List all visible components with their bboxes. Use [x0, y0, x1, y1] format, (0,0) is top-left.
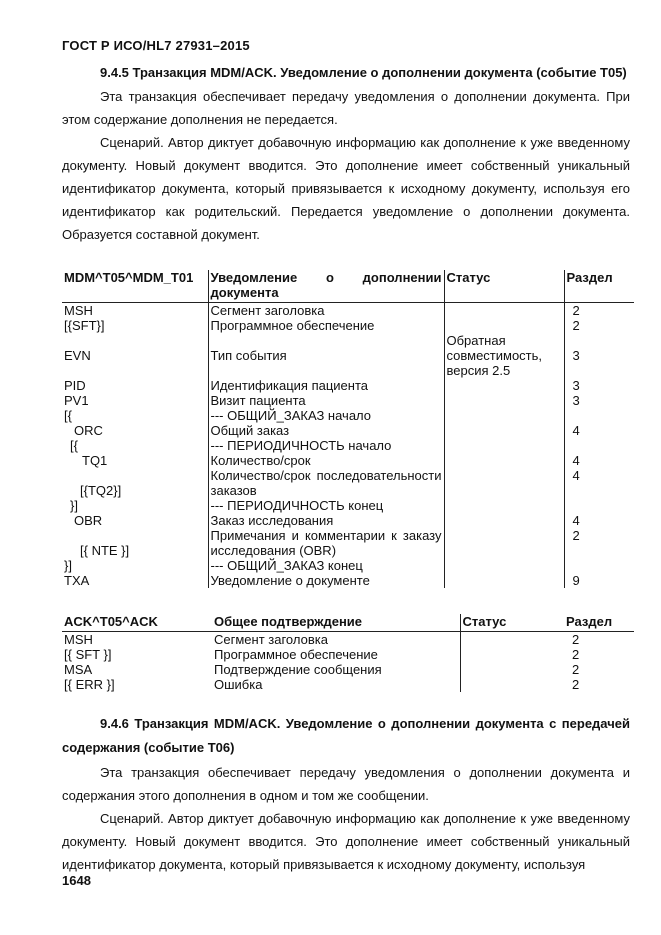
status-cell — [444, 378, 564, 393]
status-cell — [460, 632, 564, 648]
column-header: MDM^T05^MDM_T01 — [62, 270, 208, 303]
segment-cell: TQ1 — [62, 453, 208, 468]
status-cell — [460, 677, 564, 692]
page-number: 1648 — [62, 873, 91, 888]
table-row — [62, 423, 634, 438]
description-cell: Примечания и комментарии к заказу исследования (OBR) — [208, 528, 444, 558]
segment-cell: MSH — [64, 632, 93, 647]
description-cell: Ошибка — [214, 677, 263, 692]
table-row — [62, 318, 634, 333]
table-row — [62, 573, 634, 588]
segment-cell: }] — [62, 498, 208, 513]
section-heading: 9.4.6 Транзакция MDM/ACK. Уведомление о дополнении документа с передачей содержания (событие T06) — [62, 716, 630, 755]
description-cell: Программное обеспечение — [214, 647, 378, 662]
table-row — [62, 453, 634, 468]
column-header: Раздел — [564, 614, 634, 632]
section-cell: 2 — [572, 318, 580, 333]
segment-cell: [{ ERR }] — [64, 677, 115, 692]
description-cell: Подтверждение сообщения — [214, 662, 382, 677]
description-cell: Идентификация пациента — [208, 378, 444, 393]
table-row — [62, 333, 634, 378]
section-cell: 9 — [572, 573, 580, 588]
status-cell — [444, 468, 564, 498]
status-cell: Обратная совместимость, версия 2.5 — [444, 333, 564, 378]
segment-cell: [{TQ2}] — [62, 468, 208, 498]
description-cell: --- ПЕРИОДИЧНОСТЬ начало — [208, 438, 444, 453]
table-row — [62, 647, 634, 662]
segment-cell: PID — [62, 378, 208, 393]
document-header: ГОСТ Р ИСО/HL7 27931–2015 — [62, 38, 250, 53]
table-row — [62, 498, 634, 513]
segment-cell: EVN — [62, 333, 208, 378]
status-cell — [460, 662, 564, 677]
table-row — [62, 662, 634, 677]
segment-cell: }] — [62, 558, 208, 573]
description-cell: Сегмент заголовка — [208, 303, 444, 319]
description-cell: Уведомление о документе — [208, 573, 444, 588]
column-header: ACK^T05^ACK — [62, 614, 212, 632]
section-cell: 4 — [572, 468, 580, 483]
segment-cell: [{ NTE }] — [62, 528, 208, 558]
section-cell: 4 — [572, 453, 580, 468]
table-header-row — [62, 614, 634, 632]
section-heading: 9.4.5 Транзакция MDM/ACK. Уведомление о дополнении документа (событие T05) — [100, 65, 627, 80]
status-cell — [444, 558, 564, 573]
status-cell — [444, 408, 564, 423]
status-cell — [444, 513, 564, 528]
description-cell: Сегмент заголовка — [214, 632, 328, 647]
section-cell: 2 — [572, 632, 580, 647]
status-cell — [444, 393, 564, 408]
table-row — [62, 632, 634, 648]
segment-cell: [{ SFT }] — [64, 647, 112, 662]
status-cell — [444, 438, 564, 453]
table-row — [62, 558, 634, 573]
table-header-row — [62, 270, 634, 303]
description-cell: Визит пациента — [208, 393, 444, 408]
description-cell: Заказ исследования — [208, 513, 444, 528]
status-cell — [444, 498, 564, 513]
column-header: Статус — [444, 270, 564, 303]
section-cell: 2 — [572, 662, 580, 677]
paragraph: Сценарий. Автор диктует добавочную информацию как дополнение к уже введенному документу. Новый документ вводится. Это дополнение имеет собственный уникальный идентификатор документа, который привязывается к исходному документу, используя его идентификатор как родительский. Передается уведомление о дополнении документа. Образуется составной документ. — [62, 135, 630, 242]
segment-cell: MSA — [64, 662, 93, 677]
ack-t05-message-table — [62, 614, 634, 692]
column-header: Раздел — [564, 270, 634, 303]
column-header: Общее подтверждение — [212, 614, 460, 632]
table-row — [62, 303, 634, 319]
paragraph: Сценарий. Автор диктует добавочную информацию как дополнение к уже введенному документу. Новый документ вводится. Это дополнение имеет собственный уникальный идентификатор документа, который привязывается к исходному документу, используя — [62, 811, 630, 872]
status-cell — [444, 528, 564, 558]
column-header: Уведомление о дополнении документа — [208, 270, 444, 303]
table-row — [62, 438, 634, 453]
status-cell — [460, 647, 564, 662]
description-cell: Количество/срок — [208, 453, 444, 468]
description-cell: --- ПЕРИОДИЧНОСТЬ конец — [208, 498, 444, 513]
description-cell: Общий заказ — [208, 423, 444, 438]
table-row — [62, 513, 634, 528]
table-row — [62, 393, 634, 408]
section-cell: 2 — [572, 677, 580, 692]
segment-cell: MSH — [62, 303, 208, 319]
description-cell: Тип события — [208, 333, 444, 378]
segment-cell: TXA — [62, 573, 208, 588]
section-cell — [564, 438, 634, 453]
table-row — [62, 378, 634, 393]
section-cell — [564, 558, 634, 573]
segment-cell: ORC — [62, 423, 208, 438]
segment-cell: [{ — [62, 438, 208, 453]
description-cell: Программное обеспечение — [208, 318, 444, 333]
section-cell: 2 — [572, 528, 580, 543]
table-row — [62, 528, 634, 558]
status-cell — [444, 303, 564, 319]
segment-cell: [{SFT}] — [62, 318, 208, 333]
section-cell: 3 — [572, 348, 580, 363]
status-cell — [444, 453, 564, 468]
section-cell: 2 — [572, 647, 580, 662]
section-cell: 2 — [572, 303, 580, 318]
section-cell: 4 — [572, 423, 580, 438]
section-9-4-5 — [62, 62, 630, 246]
section-cell — [564, 498, 634, 513]
description-cell: Количество/срок последовательности заказов — [208, 468, 444, 498]
section-cell: 3 — [572, 378, 580, 393]
status-cell — [444, 423, 564, 438]
column-header: Статус — [460, 614, 564, 632]
segment-cell: PV1 — [62, 393, 208, 408]
section-cell: 4 — [572, 513, 580, 528]
mdm-t05-message-table — [62, 270, 634, 588]
paragraph: Эта транзакция обеспечивает передачу уведомления о дополнении документа. При этом содержание дополнения не передается. — [62, 89, 630, 127]
description-cell: --- ОБЩИЙ_ЗАКАЗ конец — [208, 558, 444, 573]
table-row — [62, 677, 634, 692]
description-cell: --- ОБЩИЙ_ЗАКАЗ начало — [208, 408, 444, 423]
table-row — [62, 468, 634, 498]
paragraph: Эта транзакция обеспечивает передачу уведомления о дополнении документа и содержания этого дополнения в одном и том же сообщении. — [62, 765, 630, 803]
segment-cell: [{ — [62, 408, 208, 423]
segment-cell: OBR — [62, 513, 208, 528]
table-row — [62, 408, 634, 423]
status-cell — [444, 573, 564, 588]
section-cell: 3 — [572, 393, 580, 408]
section-cell — [564, 408, 634, 423]
section-9-4-6 — [62, 712, 630, 876]
status-cell — [444, 318, 564, 333]
